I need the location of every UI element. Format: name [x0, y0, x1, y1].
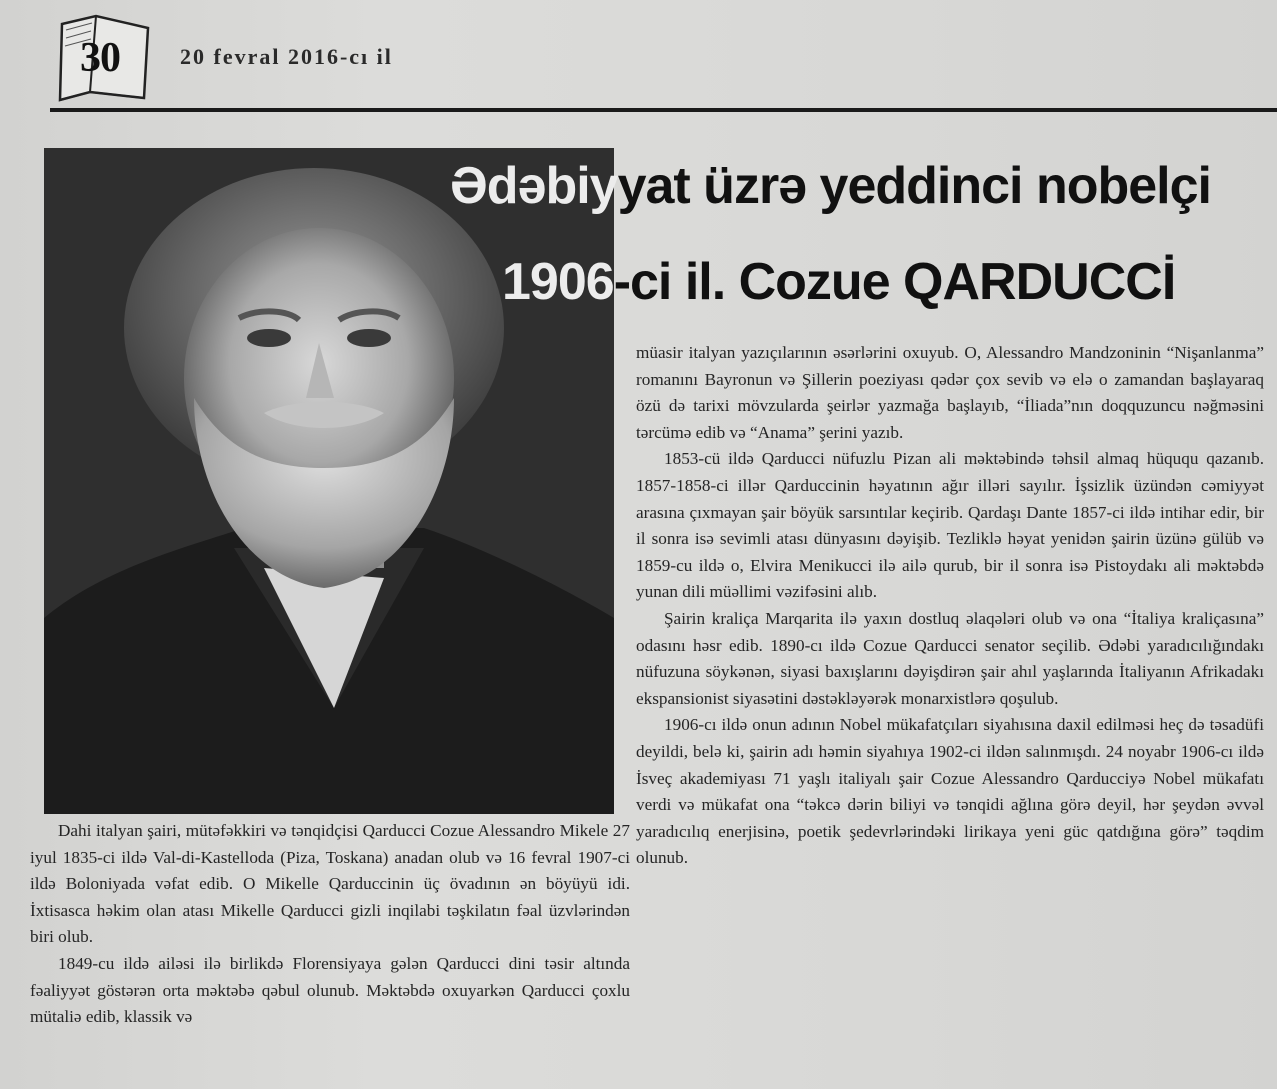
right-paragraph-4: 1906-cı ildə onun adının Nobel mükafatçıları siyahısına daxil edilməsi heç də təsadüfi deyildi, belə ki, şairin adı həmin siyahıya 1902-ci ildən salınmışdı. 24 noyabr 1906-cı ildə İsveç akademiyası 71 yaşlı italiyalı şair Cozue Alessandro Qarducciyə Nobel mükafatı verdi və mükafat ona “təkcə dərin biliyi və tənqidi ağlına görə deyil, hər şeydən əvvəl yaradıcılıq enerjisinə, poetik şedevrlərindəki lirikaya yeni güc qatdığına görə” təqdim olunub. — [636, 715, 1264, 868]
portrait-illustration — [44, 148, 614, 814]
header-rule — [50, 108, 1277, 112]
portrait-photo — [44, 148, 614, 814]
right-paragraph-2: 1853-cü ildə Qarducci nüfuzlu Pizan ali məktəbində təhsil almaq hüququ qazanıb. 1857-1858-ci illər Qarduccinin həyatının ağır illəri sayılır. İşsizlik üzündən cəmiyyət arasına çıxmayan şair böyük sarsıntılar keçirib. Qardaşı Dante 1857-ci ildə intihar edir, bir il sonra isə sevimli atası dünyasını dəyişib. Tezliklə həyat yenidən şairin üzünə gülüb və 1859-cu ildə o, Elvira Menikucci ilə ailə qurub, bir il sonra isə Pistoydakı ali məktəbdə yunan dili müəllimi vəzifəsini alıb. — [636, 449, 1264, 602]
headline-line-1 — [450, 157, 1211, 215]
headline-line-1-dark: yat üzrə yeddinci nobelçi — [617, 157, 1211, 215]
right-paragraph-3: Şairin kraliça Marqarita ilə yaxın dostluq əlaqələri olub və ona “İtaliya kraliçasına” odasını həsr edib. 1890-cı ildə Cozue Qarducci senator seçilib. Ədəbi yaradıcılığındakı nüfuzuna söykənən, siyasi baxışlarını dəyişdirən şair ahıl yaşlarında İtaliyanın Afrikadakı ekspansionist siyasətini dəstəkləyərək monarxistlərə qoşulub. — [636, 608, 1264, 708]
issue-date: 20 fevral 2016-cı il — [180, 44, 393, 69]
page-number: 30 — [80, 35, 120, 81]
headline-line-2-dark: -ci il. Cozue QARDUCCİ — [613, 253, 1176, 311]
headline-line-2 — [502, 253, 1176, 311]
article-left-column — [30, 818, 630, 1031]
headline-line-1-light: Ədəbiy — [450, 157, 618, 215]
right-paragraph-1: müasir italyan yazıçılarının əsərlərini oxuyub. O, Alessandro Mandzoninin “Nişanlanma” romanını Bayronun və Şillerin poeziyası qədər çox sevib və elə o zamandan başlayaraq özü də tarixi mövzularda şeirlər yazmağa başlayıb, “İliada”nın doqquzuncu nəğməsini tərcümə edib və “Anama” şerini yazıb. — [636, 343, 1264, 442]
article-right-column — [636, 340, 1264, 872]
left-paragraph-1: Dahi italyan şairi, mütəfəkkiri və tənqidçisi Qarducci Cozue Alessandro Mikele 27 iyul 1835-ci ildə Val-di-Kastelloda (Piza, Toskana) anadan olub və 16 fevral 1907-ci ildə Boloniyada vəfat edib. O Mikelle Qarduccinin üç övadının ən böyüyü idi. İxtisasca həkim olan atası Mikelle Qarducci gizli inqilabi təşkilatın fəal üzvlərindən biri olub. — [30, 821, 630, 947]
left-paragraph-2: 1849-cu ildə ailəsi ilə birlikdə Florensiyaya gələn Qarducci dini təsir altında fəaliyyət göstərən orta məktəbə qəbul olunub. Məktəbdə oxuyarkən Qarducci çoxlu mütaliə edib, klassik və — [30, 953, 630, 1027]
headline-line-2-light: 1906 — [502, 253, 614, 311]
